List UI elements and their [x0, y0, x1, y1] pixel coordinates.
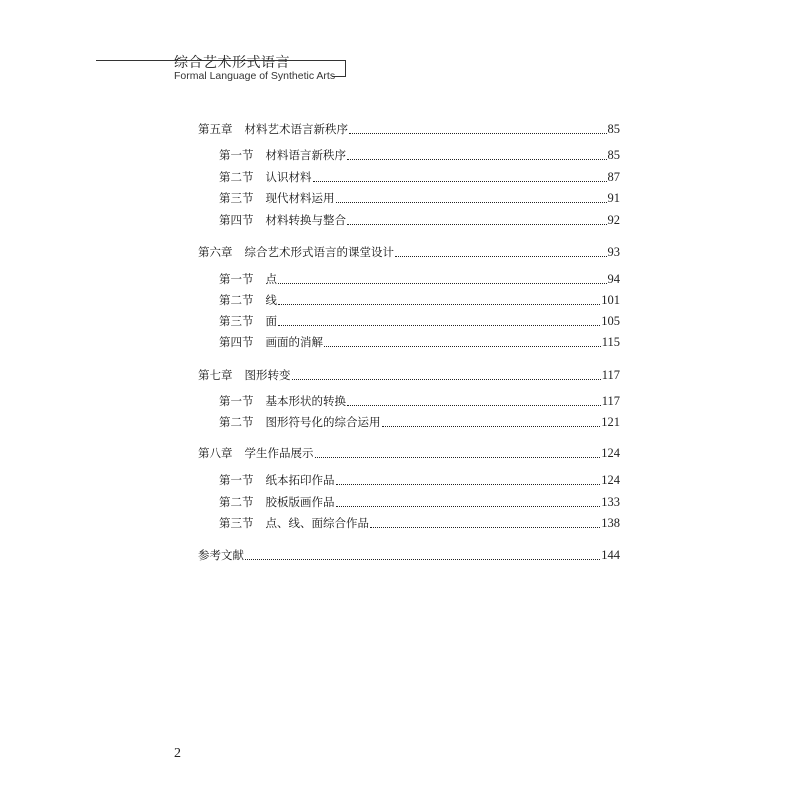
toc-chapter-entry [198, 445, 620, 461]
toc-entry-number: 第七章 [198, 368, 233, 382]
toc-entry-page: 124 [601, 473, 620, 487]
toc-dot-leader [315, 447, 601, 458]
toc-entry-page: 94 [607, 272, 620, 286]
toc-chapter-entry [198, 367, 620, 383]
toc-entry-title: 胶板版画作品 [265, 495, 335, 509]
toc-entry-title: 综合艺术形式语言的课堂设计 [244, 245, 394, 259]
toc-entry-page: 92 [607, 213, 620, 227]
toc-dot-leader [278, 294, 600, 305]
toc-dot-leader [336, 192, 607, 203]
toc-entry-number: 第四节 [219, 213, 254, 227]
toc-dot-leader [278, 315, 600, 326]
toc-section-entry [219, 292, 620, 308]
toc-entry-number: 第一节 [219, 473, 254, 487]
header-title: 综合艺术形式语言 [174, 55, 290, 71]
toc-entry-page: 117 [601, 394, 620, 408]
toc-dot-leader [395, 246, 607, 257]
toc-entry-page: 144 [601, 548, 620, 562]
toc-dot-leader [292, 369, 601, 380]
toc-entry-page: 117 [601, 368, 620, 382]
toc-entry-page: 85 [607, 122, 620, 136]
toc-entry-title: 材料转换与整合 [265, 213, 346, 227]
toc-entry-title: 画面的消解 [265, 335, 323, 349]
toc-entry-title: 图形符号化的综合运用 [265, 415, 381, 429]
toc-chapter-entry [198, 121, 620, 137]
toc-entry-page: 133 [601, 495, 620, 509]
toc-section-entry [219, 169, 620, 185]
toc-dot-leader [347, 395, 601, 406]
toc-entry-page: 105 [601, 314, 620, 328]
toc-entry-page: 93 [607, 245, 620, 259]
toc-section-entry [219, 271, 620, 287]
toc-entry-number: 第二节 [219, 415, 254, 429]
toc-entry-page: 85 [607, 148, 620, 162]
toc-entry-title: 基本形状的转换 [265, 394, 346, 408]
toc-dot-leader [245, 549, 600, 560]
toc-entry-number: 第二节 [219, 495, 254, 509]
toc-dot-leader [336, 474, 601, 485]
toc-entry-number: 第三节 [219, 314, 254, 328]
toc-entry-number: 第五章 [198, 122, 233, 136]
toc-chapter-entry [198, 244, 620, 260]
toc-entry-number: 第八章 [198, 446, 233, 460]
toc-entry-page: 87 [607, 170, 620, 184]
toc-section-entry [219, 334, 620, 350]
toc-entry-title: 线 [265, 293, 277, 307]
page-number: 2 [174, 746, 181, 761]
toc-entry-number: 第一节 [219, 148, 254, 162]
toc-entry-number: 第一节 [219, 394, 254, 408]
toc-section-entry [219, 393, 620, 409]
toc-section-entry [219, 190, 620, 206]
toc-entry-title: 学生作品展示 [244, 446, 314, 460]
toc-entry-page: 124 [601, 446, 620, 460]
toc-entry-page: 115 [601, 335, 620, 349]
toc-entry-page: 91 [607, 191, 620, 205]
toc-dot-leader [347, 149, 607, 160]
toc-entry-number: 第二节 [219, 170, 254, 184]
toc-section-entry [219, 494, 620, 510]
toc-dot-leader [336, 496, 601, 507]
toc-entry-title: 图形转变 [244, 368, 291, 382]
toc-entry-number: 第三节 [219, 516, 254, 530]
toc-dot-leader [370, 517, 600, 528]
toc-entry-number: 第三节 [219, 191, 254, 205]
toc-entry-page: 138 [601, 516, 620, 530]
toc-dot-leader [278, 273, 607, 284]
header-subtitle: Formal Language of Synthetic Arts [174, 70, 336, 82]
toc-dot-leader [313, 171, 607, 182]
toc-entry-number: 第六章 [198, 245, 233, 259]
toc-entry-title: 纸本拓印作品 [265, 473, 335, 487]
toc-entry-title: 现代材料运用 [265, 191, 335, 205]
toc-section-entry [219, 212, 620, 228]
toc-entry-title: 面 [265, 314, 277, 328]
toc-entry-page: 101 [601, 293, 620, 307]
toc-entry-page: 121 [601, 415, 620, 429]
toc-dot-leader [349, 123, 607, 134]
toc-entry-number: 第四节 [219, 335, 254, 349]
toc-section-entry [219, 472, 620, 488]
toc-dot-leader [347, 214, 607, 225]
toc-dot-leader [382, 416, 601, 427]
toc-section-entry [219, 313, 620, 329]
toc-entry-number: 第一节 [219, 272, 254, 286]
toc-entry-number: 第二节 [219, 293, 254, 307]
toc-entry-title: 材料艺术语言新秩序 [244, 122, 348, 136]
toc-section-entry [219, 147, 620, 163]
toc-entry-title: 点 [265, 272, 277, 286]
toc-section-entry [219, 515, 620, 531]
toc-entry-title: 认识材料 [265, 170, 312, 184]
toc-entry-title: 点、线、面综合作品 [265, 516, 369, 530]
toc-entry-title: 参考文献 [198, 548, 244, 562]
toc-entry-title: 材料语言新秩序 [265, 148, 346, 162]
toc-dot-leader [324, 336, 601, 347]
toc-bibliography-entry [198, 547, 620, 563]
toc-section-entry [219, 414, 620, 430]
